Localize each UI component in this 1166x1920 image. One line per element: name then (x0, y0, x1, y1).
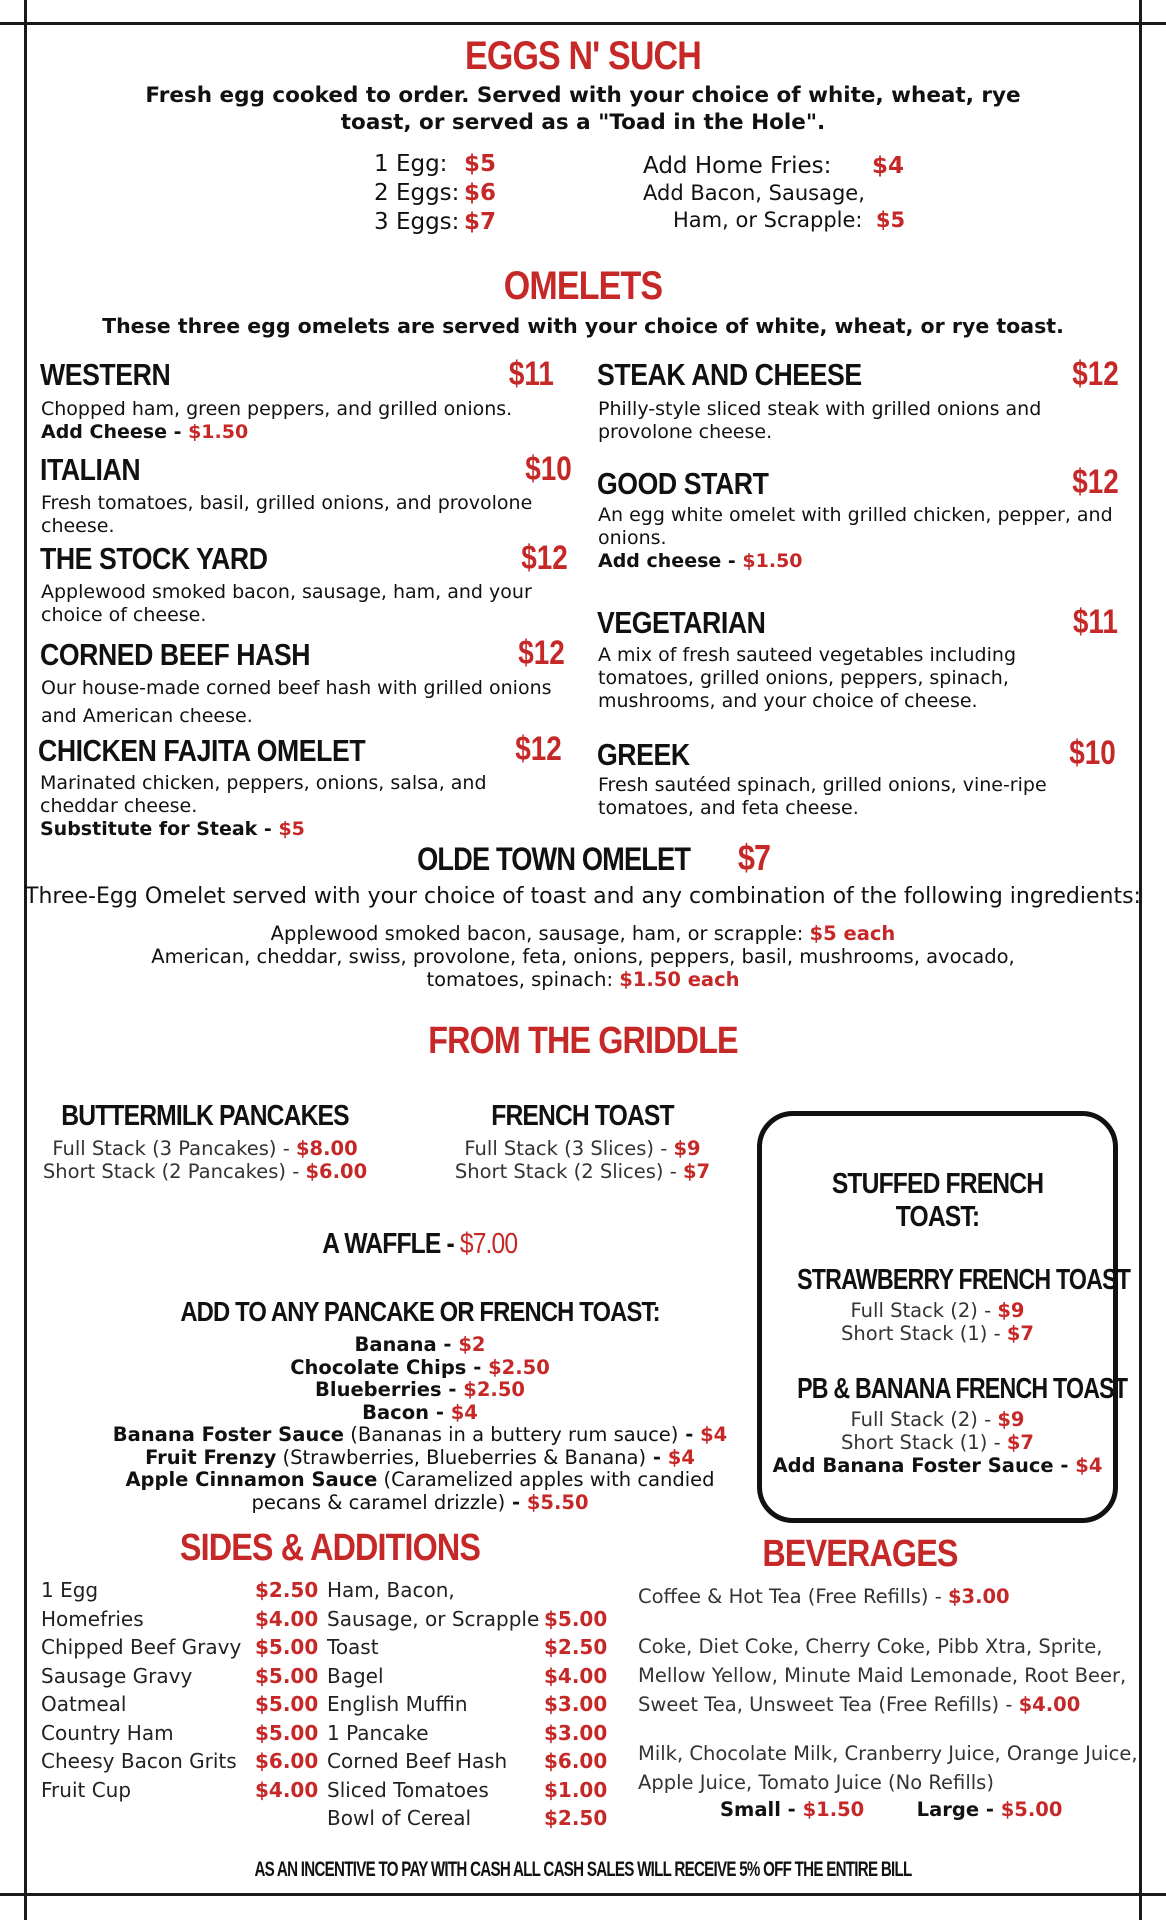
bev-milk: Milk, Chocolate Milk, Cranberry Juice, Orange Juice, Apple Juice, Tomato Juice (No Refills) (638, 1742, 1138, 1794)
eggs-section (0, 34, 1166, 79)
dish-price: $11 (1073, 603, 1118, 641)
dish-name: ITALIAN (40, 452, 141, 487)
side-item: Bowl of Cereal $2.50 (327, 1806, 608, 1830)
pancakes-name: BUTTERMILK PANCAKES (61, 1100, 349, 1132)
bev-soda: Coke, Diet Coke, Cherry Coke, Pibb Xtra, Sprite, Mellow Yellow, Minute Maid Lemonade, Root Beer, Sweet Tea, Unsweet Tea (Free Refills) - $4.00 (638, 1635, 1127, 1716)
addon-item: Blueberries - $2.50 (315, 1378, 525, 1401)
dish-extra: Add Cheese - $1.50 (41, 421, 249, 443)
dish-name: GREEK (597, 737, 690, 772)
add-home-fries-price: $4 (872, 153, 905, 179)
dish-desc: Applewood smoked bacon, sausage, ham, and your choice of cheese. (41, 581, 532, 626)
dish-price: $12 (515, 730, 562, 768)
dish-desc: Philly-style sliced steak with grilled onions and provolone cheese. (598, 398, 1042, 443)
addon-item: Banana Foster Sauce (Bananas in a buttery rum sauce) - $4 (112, 1423, 728, 1446)
addon-item: Chocolate Chips - $2.50 (290, 1355, 550, 1379)
side-item: Sliced Tomatoes $1.00 (327, 1777, 608, 1802)
side-item: Cheesy Bacon Grits $6.00 (41, 1749, 319, 1773)
strawberry-name: STRAWBERRY FRENCH TOAST (797, 1264, 1131, 1296)
egg-option: 2 Eggs: $6 (374, 180, 497, 206)
side-item: Oatmeal $5.00 (41, 1692, 319, 1716)
stuffed-title: STUFFED FRENCH TOAST: (831, 1168, 1044, 1233)
dish-desc: An egg white omelet with grilled chicken, pepper, and onions. (598, 504, 1113, 549)
addons-title: ADD TO ANY PANCAKE OR FRENCH TOAST: (180, 1296, 660, 1327)
side-item: Corned Beef Hash $6.00 (327, 1749, 608, 1773)
addon-item: Fruit Frenzy (Strawberries, Blueberries & Banana) - $4 (145, 1445, 695, 1469)
dish-name: THE STOCK YARD (40, 541, 268, 576)
dish-extra: Substitute for Steak - $5 (40, 818, 305, 840)
egg-option: 3 Eggs: $7 (374, 209, 497, 235)
pancakes-block: BUTTERMILK PANCAKES Full Stack (3 Pancakes) - $8.00 Short Stack (2 Pancakes) - $6.00 (42, 1100, 368, 1183)
waffle: A WAFFLE - $7.00 (322, 1228, 518, 1260)
dish-desc: Fresh sautéed spinach, grilled onions, vine-ripe tomatoes, and feta cheese. (598, 774, 1047, 819)
side-item: Toast $2.50 (327, 1635, 608, 1659)
add-home-fries: Add Home Fries: (643, 153, 832, 179)
dish-desc: Marinated chicken, peppers, onions, salsa, and cheddar cheese. (40, 772, 487, 817)
side-item: Ham, Bacon, (327, 1578, 455, 1602)
side-item: Sausage, or Scrapple $5.00 (327, 1606, 608, 1631)
side-item: Bagel $4.00 (327, 1663, 608, 1688)
olde-town-ingredients: Applewood smoked bacon, sausage, ham, or scrapple: $5 each American, cheddar, swiss, provolone, feta, onions, peppers, basil, mushrooms, avocado, tomatoes, spinach: $1.50 each (151, 922, 1015, 991)
olde-town-desc: Three-Egg Omelet served with your choice of toast and any combination of the following ingredients: (25, 884, 1141, 909)
cash-incentive-footer: AS AN INCENTIVE TO PAY WITH CASH ALL CASH SALES WILL RECEIVE 5% OFF THE ENTIRE BILL (254, 1858, 912, 1881)
add-meat-price: $5 (875, 208, 906, 232)
omelets-title: OMELETS (503, 264, 663, 308)
beverages-title: BEVERAGES (762, 1533, 958, 1575)
dish-price: $12 (1072, 355, 1119, 393)
side-item: Homefries $4.00 (41, 1606, 319, 1631)
dish-name: GOOD START (597, 466, 769, 501)
side-item: 1 Pancake $3.00 (327, 1720, 608, 1745)
stuffed-french-toast-box: STUFFED FRENCH TOAST: STRAWBERRY FRENCH TOAST Full Stack (2) - $9 Short Stack (1) - $7 PB & BANANA FRENCH TOAST Full Stack (2) - $9 Short Stack (1) - $7 Add Banana Foster Sauce - $4 (757, 1111, 1118, 1523)
bev-sizes: Small - $1.50 Large - $5.00 (720, 1798, 1063, 1821)
addon-item: Bacon - $4 (362, 1400, 478, 1424)
dish-price: $12 (521, 539, 568, 577)
add-meat-line2: Ham, or Scrapple: (673, 208, 863, 232)
addon-item: Apple Cinnamon Sauce (Caramelized apples with candied (125, 1468, 715, 1491)
sides-title: SIDES & ADDITIONS (179, 1527, 481, 1569)
bottom-border (0, 1893, 1166, 1896)
egg-options (374, 150, 496, 237)
side-item: Chipped Beef Gravy $5.00 (41, 1635, 319, 1659)
side-item: Fruit Cup $4.00 (41, 1777, 319, 1802)
dish-name: STEAK AND CHEESE (597, 357, 862, 392)
dish-price: $10 (525, 450, 572, 488)
dish-desc: Chopped ham, green peppers, and grilled onions. (41, 398, 513, 420)
add-meat-line1: Add Bacon, Sausage, (643, 181, 865, 205)
dish-desc: Fresh tomatoes, basil, grilled onions, and provolone cheese. (41, 492, 533, 537)
french-toast-name: FRENCH TOAST (491, 1100, 674, 1132)
dish-name: WESTERN (40, 357, 171, 392)
addons-block (100, 1296, 740, 1514)
egg-option: 1 Egg: $5 (374, 151, 497, 177)
dish-desc: Our house-made corned beef hash with grilled onions and American cheese. (41, 677, 552, 727)
addon-item: Banana - $2 (354, 1333, 486, 1356)
olde-town-name: OLDE TOWN OMELET (416, 841, 690, 877)
dish-extra: Add cheese - $1.50 (598, 550, 803, 572)
dish-price: $11 (509, 355, 554, 393)
olde-town-price: $7 (737, 837, 771, 878)
side-item: Country Ham $5.00 (41, 1720, 319, 1745)
dish-name: CHICKEN FAJITA OMELET (38, 733, 366, 768)
omelets-subtitle: These three egg omelets are served with your choice of white, wheat, or rye toast. (102, 314, 1064, 338)
dish-name: VEGETARIAN (597, 605, 766, 640)
dish-price: $12 (518, 634, 565, 672)
olde-town-heading (0, 837, 1166, 879)
french-toast-block: FRENCH TOAST Full Stack (3 Slices) - $9 Short Stack (2 Slices) - $7 (454, 1100, 711, 1183)
side-item: Sausage Gravy $5.00 (41, 1663, 319, 1688)
dish-price: $10 (1069, 734, 1116, 772)
side-item: 1 Egg $2.50 (41, 1578, 319, 1602)
addon-item: pecans & caramel drizzle) - $5.50 (251, 1490, 589, 1514)
side-item: English Muffin $3.00 (327, 1692, 608, 1716)
top-border (0, 22, 1166, 25)
eggs-title: EGGS N' SUCH (465, 34, 701, 78)
dish-price: $12 (1072, 463, 1119, 501)
griddle-title: FROM THE GRIDDLE (428, 1020, 738, 1062)
eggs-subtitle: Fresh egg cooked to order. Served with your choice of white, wheat, rye toast, or served as a "Toad in the Hole". (145, 83, 1021, 135)
dish-desc: A mix of fresh sauteed vegetables including tomatoes, grilled onions, peppers, spinach, mushrooms, and your choice of cheese. (598, 644, 1016, 712)
dish-name: CORNED BEEF HASH (40, 637, 311, 672)
bev-coffee: Coffee & Hot Tea (Free Refills) - $3.00 (638, 1585, 1010, 1608)
pb-banana-name: PB & BANANA FRENCH TOAST (797, 1373, 1128, 1405)
egg-addons (643, 153, 905, 234)
